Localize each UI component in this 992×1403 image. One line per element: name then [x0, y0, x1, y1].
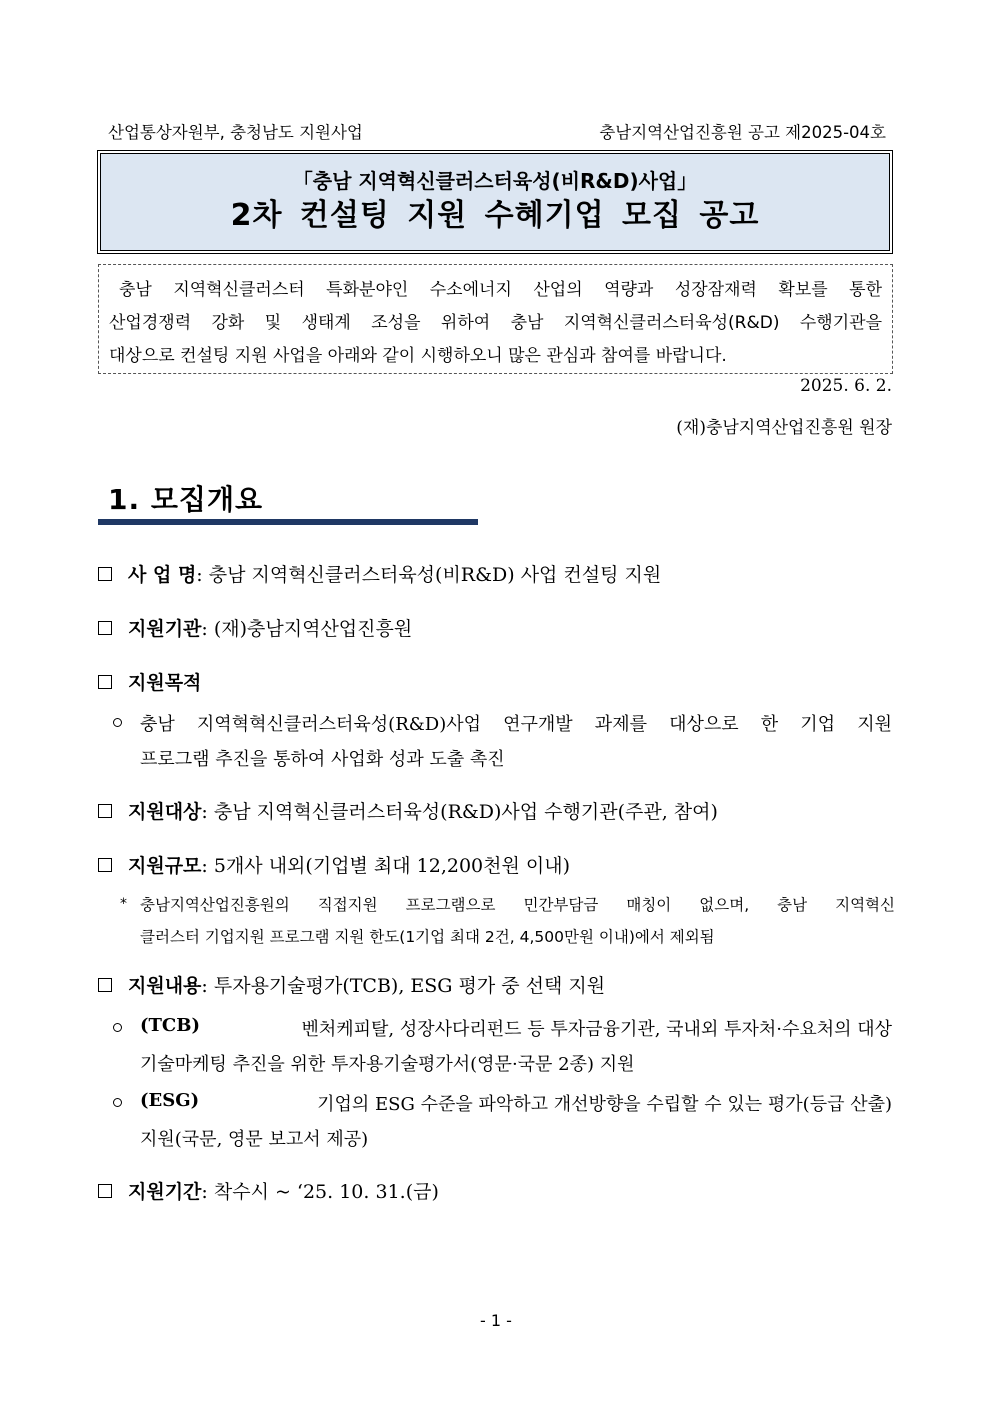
esg-label: (ESG)	[140, 1090, 200, 1111]
checkbox-square-icon	[98, 978, 112, 992]
item-value: : 5개사 내외(기업별 최대 12,200천원 이내)	[201, 855, 571, 877]
tcb-label: (TCB)	[140, 1015, 200, 1036]
item-period	[128, 1177, 439, 1204]
tcb-line-2: 기술마케팅 추진을 위한 투자용기술평가서(영문·국문 2종) 지원	[140, 1054, 635, 1075]
checkbox-square-icon	[98, 675, 112, 689]
bullet-circle-icon	[113, 1023, 122, 1032]
item-scale	[128, 851, 570, 878]
intro-line-1: 충남 지역혁신클러스터 특화분야인 수소에너지 산업의 역량과 성장잠재력 확보를 통한	[119, 280, 882, 300]
scale-note-line-1: 충남지역산업진흥원의 직접지원 프로그램으로 민간부담금 매칭이 없으며, 충남 지역혁신	[140, 896, 895, 914]
item-value: : (재)충남지역산업진흥원	[201, 618, 413, 640]
checkbox-square-icon	[98, 858, 112, 872]
item-value: : 충남 지역혁신클러스터육성(비R&D) 사업 컨설팅 지원	[196, 564, 662, 586]
announcing-organization: (재)충남지역산업진흥원 원장	[676, 418, 892, 438]
esg-line-1	[140, 1090, 892, 1116]
header-left: 산업통상자원부, 충청남도 지원사업	[108, 123, 363, 142]
title-main: 2차 컨설팅 지원 수혜기업 모집 공고	[230, 198, 760, 233]
scale-note-line-2: 클러스터 기업지원 프로그램 지원 한도(1기업 최대 2건, 4,500만원 이내)에서 제외됨	[140, 928, 715, 946]
item-business-name	[128, 560, 661, 587]
checkbox-square-icon	[98, 1184, 112, 1198]
title-sub: 「충남 지역혁신클러스터육성(비R&D)사업」	[292, 169, 698, 193]
tcb-text: 벤처케피탈, 성장사다리펀드 등 투자금융기관, 국내외 투자처·수요처의 대상	[301, 1019, 892, 1040]
item-label: 지원기관	[128, 618, 202, 640]
esg-text: 기업의 ESG 수준을 파악하고 개선방향을 수립할 수 있는 평가(등급 산출)	[317, 1094, 892, 1115]
section-title: 1. 모집개요	[108, 483, 264, 516]
item-content	[128, 971, 605, 998]
item-label: 지원목적	[128, 672, 202, 694]
item-value: : 착수시 ~ ‘25. 10. 31.(금)	[201, 1181, 439, 1203]
purpose-line-1: 충남 지역혁혁신클러스터육성(R&D)사업 연구개발 과제를 대상으로 한 기업 지원	[140, 714, 892, 735]
checkbox-square-icon	[98, 567, 112, 581]
checkbox-square-icon	[98, 621, 112, 635]
intro-box	[98, 264, 893, 374]
item-target	[128, 797, 718, 824]
item-label: 지원내용	[128, 975, 202, 997]
header-right: 충남지역산업진흥원 공고 제2025-04호	[599, 123, 886, 142]
announcement-date: 2025. 6. 2.	[800, 376, 892, 396]
intro-line-2: 산업경쟁력 강화 및 생태계 조성을 위하여 충남 지역혁신클러스터육성(R&D) 수행기관을	[109, 313, 882, 333]
purpose-line-2: 프로그램 추진을 통하여 사업화 성과 도출 촉진	[140, 749, 505, 770]
item-label: 지원규모	[128, 855, 202, 877]
intro-line-3: 대상으로 컨설팅 지원 사업을 아래와 같이 시행하오니 많은 관심과 참여를 바랍니다.	[109, 346, 727, 366]
page-number: - 1 -	[480, 1311, 512, 1330]
bullet-circle-icon	[113, 1098, 122, 1107]
note-asterisk: *	[120, 896, 127, 912]
esg-line-2: 지원(국문, 영문 보고서 제공)	[140, 1129, 369, 1150]
section-underline	[98, 519, 478, 525]
item-label: 지원대상	[128, 801, 202, 823]
item-label: 지원기간	[128, 1181, 202, 1203]
tcb-line-1	[140, 1015, 892, 1041]
item-agency	[128, 614, 412, 641]
item-purpose	[128, 668, 201, 695]
item-label: 사 업 명	[128, 564, 197, 586]
item-value: : 투자용기술평가(TCB), ESG 평가 중 선택 지원	[201, 975, 606, 997]
title-box	[97, 150, 893, 254]
title-inner	[100, 153, 890, 251]
checkbox-square-icon	[98, 804, 112, 818]
item-value: : 충남 지역혁신클러스터육성(R&D)사업 수행기관(주관, 참여)	[201, 801, 718, 823]
bullet-circle-icon	[113, 718, 122, 727]
